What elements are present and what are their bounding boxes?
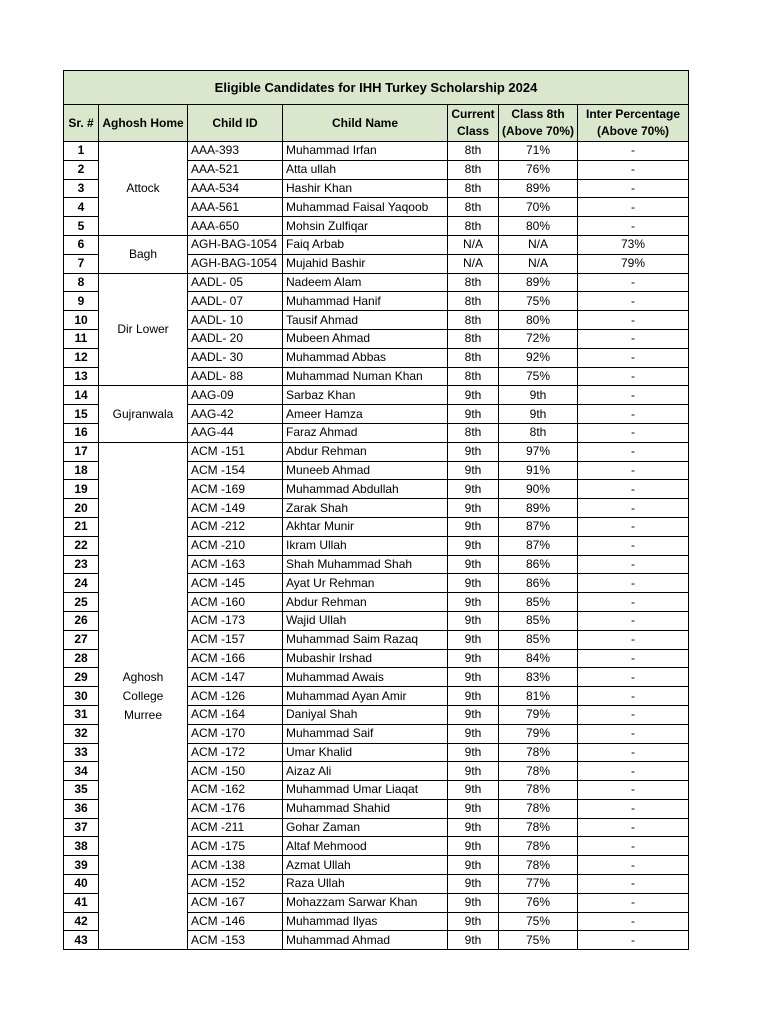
child-name-cell: Muhammad Abbas	[283, 348, 448, 367]
table-row	[64, 235, 689, 254]
inter-cell: -	[578, 875, 689, 894]
child-name-cell: Sarbaz Khan	[283, 386, 448, 405]
current-class-cell: 9th	[448, 818, 499, 837]
child-name-cell: Muhammad Numan Khan	[283, 367, 448, 386]
current-class-cell: 9th	[448, 405, 499, 424]
header-child-id: Child ID	[188, 105, 283, 142]
sr-cell: 41	[64, 893, 99, 912]
class8-cell: 78%	[499, 856, 578, 875]
child-name-cell: Mubashir Irshad	[283, 649, 448, 668]
class8-cell: 70%	[499, 198, 578, 217]
class8-cell: 79%	[499, 705, 578, 724]
child-id-cell: ACM -157	[188, 630, 283, 649]
sr-cell: 14	[64, 386, 99, 405]
table-row	[64, 386, 689, 405]
inter-cell: -	[578, 311, 689, 330]
child-id-cell: ACM -176	[188, 799, 283, 818]
child-id-cell: AADL- 20	[188, 329, 283, 348]
child-name-cell: Mubeen Ahmad	[283, 329, 448, 348]
sr-cell: 21	[64, 517, 99, 536]
inter-cell: -	[578, 762, 689, 781]
child-name-cell: Ayat Ur Rehman	[283, 574, 448, 593]
current-class-cell: 8th	[448, 217, 499, 236]
child-id-cell: ACM -211	[188, 818, 283, 837]
class8-cell: 80%	[499, 217, 578, 236]
table-row	[64, 273, 689, 292]
child-id-cell: ACM -138	[188, 856, 283, 875]
inter-cell: -	[578, 931, 689, 950]
child-name-cell: Muhammad Ilyas	[283, 912, 448, 931]
sr-cell: 35	[64, 781, 99, 800]
home-label: College	[122, 688, 164, 703]
child-id-cell: AAA-650	[188, 217, 283, 236]
current-class-cell: 8th	[448, 179, 499, 198]
child-id-cell: AAG-42	[188, 405, 283, 424]
inter-cell: -	[578, 273, 689, 292]
home-label: Gujranwala	[112, 406, 174, 421]
child-name-cell: Mohsin Zulfiqar	[283, 217, 448, 236]
current-class-cell: 9th	[448, 781, 499, 800]
sr-cell: 28	[64, 649, 99, 668]
child-name-cell: Ikram Ullah	[283, 536, 448, 555]
header-current-class	[448, 105, 499, 142]
class8-cell: 9th	[499, 386, 578, 405]
inter-cell: -	[578, 329, 689, 348]
child-name-cell: Muhammad Hanif	[283, 292, 448, 311]
header-current-class-line2: Class	[456, 124, 490, 138]
sr-cell: 39	[64, 856, 99, 875]
current-class-cell: 8th	[448, 423, 499, 442]
current-class-cell: 9th	[448, 705, 499, 724]
inter-cell: -	[578, 292, 689, 311]
home-label: Dir Lower	[117, 321, 169, 336]
child-id-cell: ACM -167	[188, 893, 283, 912]
current-class-cell: 8th	[448, 367, 499, 386]
inter-cell: -	[578, 705, 689, 724]
inter-cell: -	[578, 367, 689, 386]
class8-cell: 77%	[499, 875, 578, 894]
inter-cell: -	[578, 611, 689, 630]
inter-cell: -	[578, 818, 689, 837]
sr-cell: 7	[64, 254, 99, 273]
class8-cell: 97%	[499, 442, 578, 461]
header-current-class-line1: Current	[451, 107, 495, 121]
sr-cell: 43	[64, 931, 99, 950]
class8-cell: 72%	[499, 329, 578, 348]
child-name-cell: Hashir Khan	[283, 179, 448, 198]
class8-cell: 85%	[499, 611, 578, 630]
child-name-cell: Raza Ullah	[283, 875, 448, 894]
child-id-cell: ACM -169	[188, 480, 283, 499]
class8-cell: 92%	[499, 348, 578, 367]
child-name-cell: Azmat Ullah	[283, 856, 448, 875]
inter-cell: -	[578, 630, 689, 649]
sr-cell: 37	[64, 818, 99, 837]
inter-cell: -	[578, 142, 689, 161]
inter-cell: -	[578, 217, 689, 236]
inter-cell: -	[578, 687, 689, 706]
inter-cell: -	[578, 912, 689, 931]
class8-cell: N/A	[499, 254, 578, 273]
class8-cell: 87%	[499, 536, 578, 555]
sr-cell: 18	[64, 461, 99, 480]
sr-cell: 36	[64, 799, 99, 818]
class8-cell: 87%	[499, 517, 578, 536]
current-class-cell: 9th	[448, 442, 499, 461]
inter-cell: -	[578, 555, 689, 574]
inter-cell: -	[578, 799, 689, 818]
current-class-cell: 9th	[448, 593, 499, 612]
current-class-cell: 9th	[448, 499, 499, 518]
inter-cell: -	[578, 499, 689, 518]
current-class-cell: 9th	[448, 555, 499, 574]
class8-cell: 75%	[499, 931, 578, 950]
current-class-cell: 9th	[448, 517, 499, 536]
sr-cell: 19	[64, 480, 99, 499]
header-row	[64, 105, 689, 142]
class8-cell: 85%	[499, 593, 578, 612]
child-name-cell: Wajid Ullah	[283, 611, 448, 630]
sr-cell: 8	[64, 273, 99, 292]
child-id-cell: ACM -160	[188, 593, 283, 612]
inter-cell: -	[578, 386, 689, 405]
header-class8-line2: (Above 70%)	[502, 124, 575, 138]
current-class-cell: 8th	[448, 292, 499, 311]
inter-cell: -	[578, 593, 689, 612]
header-home: Aghosh Home	[99, 105, 188, 142]
class8-cell: 71%	[499, 142, 578, 161]
child-name-cell: Abdur Rehman	[283, 442, 448, 461]
child-id-cell: AAA-534	[188, 179, 283, 198]
current-class-cell: 9th	[448, 837, 499, 856]
inter-cell: -	[578, 649, 689, 668]
home-label: Bagh	[128, 246, 158, 261]
header-class8	[499, 105, 578, 142]
inter-cell: -	[578, 179, 689, 198]
sr-cell: 25	[64, 593, 99, 612]
child-name-cell: Ameer Hamza	[283, 405, 448, 424]
sr-cell: 4	[64, 198, 99, 217]
child-name-cell: Muhammad Irfan	[283, 142, 448, 161]
child-id-cell: AAG-44	[188, 423, 283, 442]
child-name-cell: Muhammad Saif	[283, 724, 448, 743]
sr-cell: 31	[64, 705, 99, 724]
inter-cell: -	[578, 536, 689, 555]
child-id-cell: ACM -166	[188, 649, 283, 668]
home-label: Aghosh	[122, 669, 164, 684]
class8-cell: 85%	[499, 630, 578, 649]
sr-cell: 12	[64, 348, 99, 367]
current-class-cell: N/A	[448, 235, 499, 254]
current-class-cell: 9th	[448, 649, 499, 668]
child-name-cell: Muhammad Abdullah	[283, 480, 448, 499]
child-id-cell: ACM -173	[188, 611, 283, 630]
child-id-cell: AAG-09	[188, 386, 283, 405]
current-class-cell: 9th	[448, 912, 499, 931]
sr-cell: 16	[64, 423, 99, 442]
current-class-cell: 9th	[448, 875, 499, 894]
current-class-cell: 9th	[448, 743, 499, 762]
class8-cell: 8th	[499, 423, 578, 442]
child-id-cell: ACM -149	[188, 499, 283, 518]
sr-cell: 15	[64, 405, 99, 424]
child-name-cell: Mujahid Bashir	[283, 254, 448, 273]
child-name-cell: Altaf Mehmood	[283, 837, 448, 856]
child-name-cell: Muhammad Shahid	[283, 799, 448, 818]
child-id-cell: AADL- 30	[188, 348, 283, 367]
sr-cell: 32	[64, 724, 99, 743]
current-class-cell: 8th	[448, 311, 499, 330]
current-class-cell: 8th	[448, 329, 499, 348]
sr-cell: 26	[64, 611, 99, 630]
class8-cell: 78%	[499, 762, 578, 781]
child-id-cell: AAA-393	[188, 142, 283, 161]
child-id-cell: ACM -212	[188, 517, 283, 536]
inter-cell: -	[578, 724, 689, 743]
inter-cell: -	[578, 574, 689, 593]
current-class-cell: 9th	[448, 536, 499, 555]
home-label: Murree	[123, 707, 162, 722]
child-id-cell: ACM -210	[188, 536, 283, 555]
current-class-cell: 9th	[448, 931, 499, 950]
current-class-cell: 9th	[448, 574, 499, 593]
sr-cell: 6	[64, 235, 99, 254]
child-name-cell: Faiq Arbab	[283, 235, 448, 254]
child-name-cell: Shah Muhammad Shah	[283, 555, 448, 574]
child-id-cell: AAA-521	[188, 160, 283, 179]
sr-cell: 20	[64, 499, 99, 518]
class8-cell: 78%	[499, 781, 578, 800]
sr-cell: 1	[64, 142, 99, 161]
class8-cell: 78%	[499, 818, 578, 837]
class8-cell: 90%	[499, 480, 578, 499]
child-name-cell: Atta ullah	[283, 160, 448, 179]
class8-cell: 83%	[499, 668, 578, 687]
child-id-cell: ACM -152	[188, 875, 283, 894]
home-cell	[99, 442, 188, 950]
table-title: Eligible Candidates for IHH Turkey Scholarship 2024	[64, 71, 689, 105]
header-child-name: Child Name	[283, 105, 448, 142]
current-class-cell: 9th	[448, 480, 499, 499]
current-class-cell: 9th	[448, 687, 499, 706]
child-name-cell: Abdur Rehman	[283, 593, 448, 612]
inter-cell: -	[578, 198, 689, 217]
inter-cell: -	[578, 856, 689, 875]
inter-cell: -	[578, 743, 689, 762]
sr-cell: 40	[64, 875, 99, 894]
child-id-cell: AGH-BAG-1054	[188, 254, 283, 273]
child-name-cell: Muneeb Ahmad	[283, 461, 448, 480]
child-id-cell: AAA-561	[188, 198, 283, 217]
current-class-cell: 8th	[448, 198, 499, 217]
class8-cell: 91%	[499, 461, 578, 480]
current-class-cell: 8th	[448, 273, 499, 292]
table-row	[64, 442, 689, 461]
child-id-cell: ACM -154	[188, 461, 283, 480]
child-name-cell: Muhammad Faisal Yaqoob	[283, 198, 448, 217]
class8-cell: 84%	[499, 649, 578, 668]
child-id-cell: ACM -172	[188, 743, 283, 762]
class8-cell: 75%	[499, 367, 578, 386]
class8-cell: 86%	[499, 555, 578, 574]
sr-cell: 11	[64, 329, 99, 348]
child-id-cell: AADL- 07	[188, 292, 283, 311]
inter-cell: -	[578, 893, 689, 912]
child-name-cell: Akhtar Munir	[283, 517, 448, 536]
table-body	[64, 142, 689, 950]
child-id-cell: ACM -153	[188, 931, 283, 950]
header-sr: Sr. #	[64, 105, 99, 142]
child-name-cell: Zarak Shah	[283, 499, 448, 518]
child-name-cell: Daniyal Shah	[283, 705, 448, 724]
sr-cell: 33	[64, 743, 99, 762]
sr-cell: 17	[64, 442, 99, 461]
child-id-cell: AADL- 88	[188, 367, 283, 386]
current-class-cell: 9th	[448, 668, 499, 687]
current-class-cell: 9th	[448, 386, 499, 405]
child-id-cell: ACM -145	[188, 574, 283, 593]
home-cell	[99, 386, 188, 442]
home-cell	[99, 142, 188, 236]
current-class-cell: 8th	[448, 348, 499, 367]
class8-cell: N/A	[499, 235, 578, 254]
class8-cell: 75%	[499, 292, 578, 311]
current-class-cell: 9th	[448, 724, 499, 743]
child-id-cell: ACM -126	[188, 687, 283, 706]
child-name-cell: Aizaz Ali	[283, 762, 448, 781]
scholarship-table	[63, 70, 689, 950]
class8-cell: 78%	[499, 837, 578, 856]
child-name-cell: Muhammad Ayan Amir	[283, 687, 448, 706]
inter-cell: -	[578, 442, 689, 461]
class8-cell: 89%	[499, 499, 578, 518]
inter-cell: 73%	[578, 235, 689, 254]
class8-cell: 89%	[499, 179, 578, 198]
current-class-cell: 8th	[448, 142, 499, 161]
current-class-cell: 9th	[448, 856, 499, 875]
sr-cell: 42	[64, 912, 99, 931]
class8-cell: 79%	[499, 724, 578, 743]
child-name-cell: Tausif Ahmad	[283, 311, 448, 330]
sr-cell: 5	[64, 217, 99, 236]
child-id-cell: ACM -162	[188, 781, 283, 800]
current-class-cell: 9th	[448, 630, 499, 649]
sr-cell: 9	[64, 292, 99, 311]
inter-cell: -	[578, 348, 689, 367]
header-class8-line1: Class 8th	[511, 107, 565, 121]
child-name-cell: Muhammad Umar Liaqat	[283, 781, 448, 800]
child-name-cell: Muhammad Saim Razaq	[283, 630, 448, 649]
current-class-cell: 9th	[448, 799, 499, 818]
home-label: Attock	[126, 180, 160, 195]
child-id-cell: AADL- 05	[188, 273, 283, 292]
current-class-cell: 9th	[448, 461, 499, 480]
inter-cell: -	[578, 423, 689, 442]
class8-cell: 9th	[499, 405, 578, 424]
sr-cell: 13	[64, 367, 99, 386]
child-name-cell: Umar Khalid	[283, 743, 448, 762]
current-class-cell: 9th	[448, 611, 499, 630]
table-row	[64, 142, 689, 161]
sr-cell: 38	[64, 837, 99, 856]
child-id-cell: ACM -175	[188, 837, 283, 856]
class8-cell: 76%	[499, 160, 578, 179]
header-inter-line1: Inter Percentage	[585, 107, 681, 121]
home-cell	[99, 273, 188, 386]
child-id-cell: ACM -150	[188, 762, 283, 781]
sr-cell: 10	[64, 311, 99, 330]
child-id-cell: ACM -147	[188, 668, 283, 687]
inter-cell: -	[578, 837, 689, 856]
child-id-cell: ACM -164	[188, 705, 283, 724]
inter-cell: -	[578, 781, 689, 800]
child-name-cell: Gohar Zaman	[283, 818, 448, 837]
child-name-cell: Nadeem Alam	[283, 273, 448, 292]
child-name-cell: Muhammad Ahmad	[283, 931, 448, 950]
header-inter	[578, 105, 689, 142]
class8-cell: 75%	[499, 912, 578, 931]
sr-cell: 3	[64, 179, 99, 198]
child-id-cell: ACM -151	[188, 442, 283, 461]
sr-cell: 2	[64, 160, 99, 179]
inter-cell: 79%	[578, 254, 689, 273]
child-id-cell: ACM -170	[188, 724, 283, 743]
child-name-cell: Faraz Ahmad	[283, 423, 448, 442]
child-id-cell: AADL- 10	[188, 311, 283, 330]
home-cell	[99, 235, 188, 273]
inter-cell: -	[578, 480, 689, 499]
child-name-cell: Mohazzam Sarwar Khan	[283, 893, 448, 912]
sr-cell: 34	[64, 762, 99, 781]
sr-cell: 30	[64, 687, 99, 706]
sr-cell: 29	[64, 668, 99, 687]
inter-cell: -	[578, 668, 689, 687]
class8-cell: 89%	[499, 273, 578, 292]
inter-cell: -	[578, 405, 689, 424]
sr-cell: 22	[64, 536, 99, 555]
child-name-cell: Muhammad Awais	[283, 668, 448, 687]
header-inter-line2: (Above 70%)	[597, 124, 670, 138]
class8-cell: 80%	[499, 311, 578, 330]
inter-cell: -	[578, 517, 689, 536]
sr-cell: 24	[64, 574, 99, 593]
class8-cell: 86%	[499, 574, 578, 593]
class8-cell: 76%	[499, 893, 578, 912]
current-class-cell: 9th	[448, 893, 499, 912]
current-class-cell: N/A	[448, 254, 499, 273]
class8-cell: 81%	[499, 687, 578, 706]
inter-cell: -	[578, 160, 689, 179]
current-class-cell: 9th	[448, 762, 499, 781]
child-id-cell: ACM -146	[188, 912, 283, 931]
child-id-cell: ACM -163	[188, 555, 283, 574]
class8-cell: 78%	[499, 799, 578, 818]
sr-cell: 27	[64, 630, 99, 649]
sr-cell: 23	[64, 555, 99, 574]
current-class-cell: 8th	[448, 160, 499, 179]
child-id-cell: AGH-BAG-1054	[188, 235, 283, 254]
class8-cell: 78%	[499, 743, 578, 762]
inter-cell: -	[578, 461, 689, 480]
